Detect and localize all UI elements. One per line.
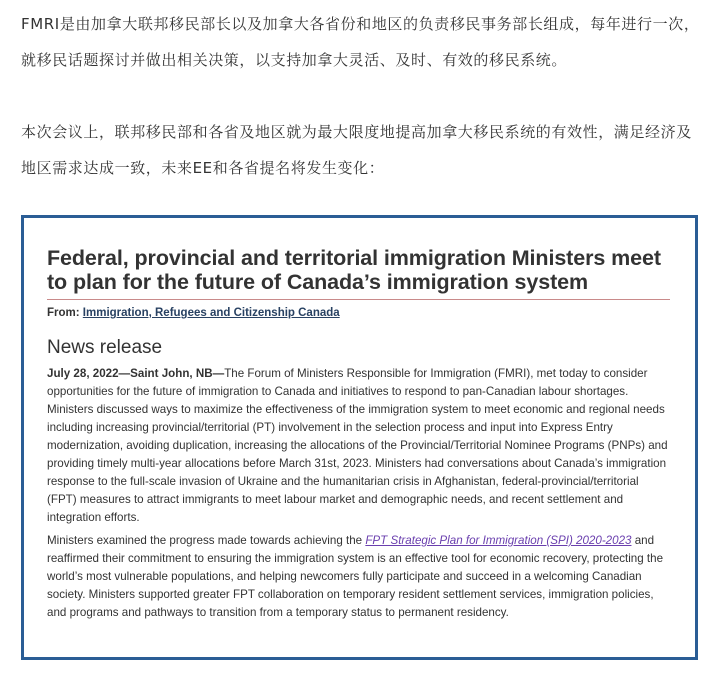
- article-headline: Federal, provincial and territorial immigration Ministers meet to plan for the future of Canada’s immigration system: [47, 246, 661, 294]
- article-paragraph-2-start: Ministers examined the progress made towards achieving the: [47, 534, 366, 547]
- article-paragraph-1-text: The Forum of Ministers Responsible for Immigration (FMRI), met today to consider opportunities for the future of immigration to Canada and initiatives to respond to pan-Canadian labour shortages. Ministers discussed ways to maximize the effectiveness of the immigration system to meet economic and regional needs including increasing provincial/territorial (PT) involvement in the selection process and input into Express Entry modernization, avoiding duplication, increasing the allocations of the Provincial/Territorial Nominee Programs (PNPs) and providing timely multi-year allocations before March 31st, 2023. Ministers had conversations about Canada’s immigration response to the full-scale invasion of Ukraine and the humanitarian crisis in Afghanistan, federal-provincial/territorial (FPT) measures to attract immigrants to meet labour market and demographic needs, and recent settlement and integration efforts.: [47, 367, 668, 524]
- article-paragraph-2: [47, 532, 671, 622]
- section-title: News release: [47, 337, 163, 358]
- strategic-plan-link[interactable]: FPT Strategic Plan for Immigration (SPI) 2020-2023: [365, 534, 632, 547]
- source-link-ircc[interactable]: Immigration, Refugees and Citizenship Canada: [82, 307, 340, 319]
- news-release-content: [47, 246, 671, 622]
- dateline: July 28, 2022—Saint John, NB—: [47, 367, 225, 380]
- article-paragraph-2-end: and reaffirmed their commitment to ensuring the immigration system is an effective tool for economic recovery, protecting the world’s most vulnerable populations, and helping newcomers fully participate and succeed in a welcoming Canadian society. Ministers supported greater FPT collaboration on temporary resident settlement services, immigration policies, and programs and pathways to transition from a temporary status to permanent residency.: [47, 534, 664, 619]
- intro-paragraph-1: FMRI是由加拿大联邦移民部长以及加拿大各省份和地区的负责移民事务部长组成，每年进行一次，就移民话题探讨并做出相关决策，以支持加拿大灵活、及时、有效的移民系统。: [21, 15, 700, 69]
- article-paragraph-1: [47, 365, 671, 527]
- article-source: [47, 307, 671, 319]
- from-label: From:: [47, 307, 80, 319]
- headline-divider: [47, 299, 670, 300]
- intro-paragraph-2: 本次会议上，联邦移民部和各省及地区就为最大限度地提高加拿大移民系统的有效性，满足经济及地区需求达成一致，未来EE和各省提名将发生变化：: [21, 123, 692, 177]
- news-release-screenshot: [21, 215, 698, 660]
